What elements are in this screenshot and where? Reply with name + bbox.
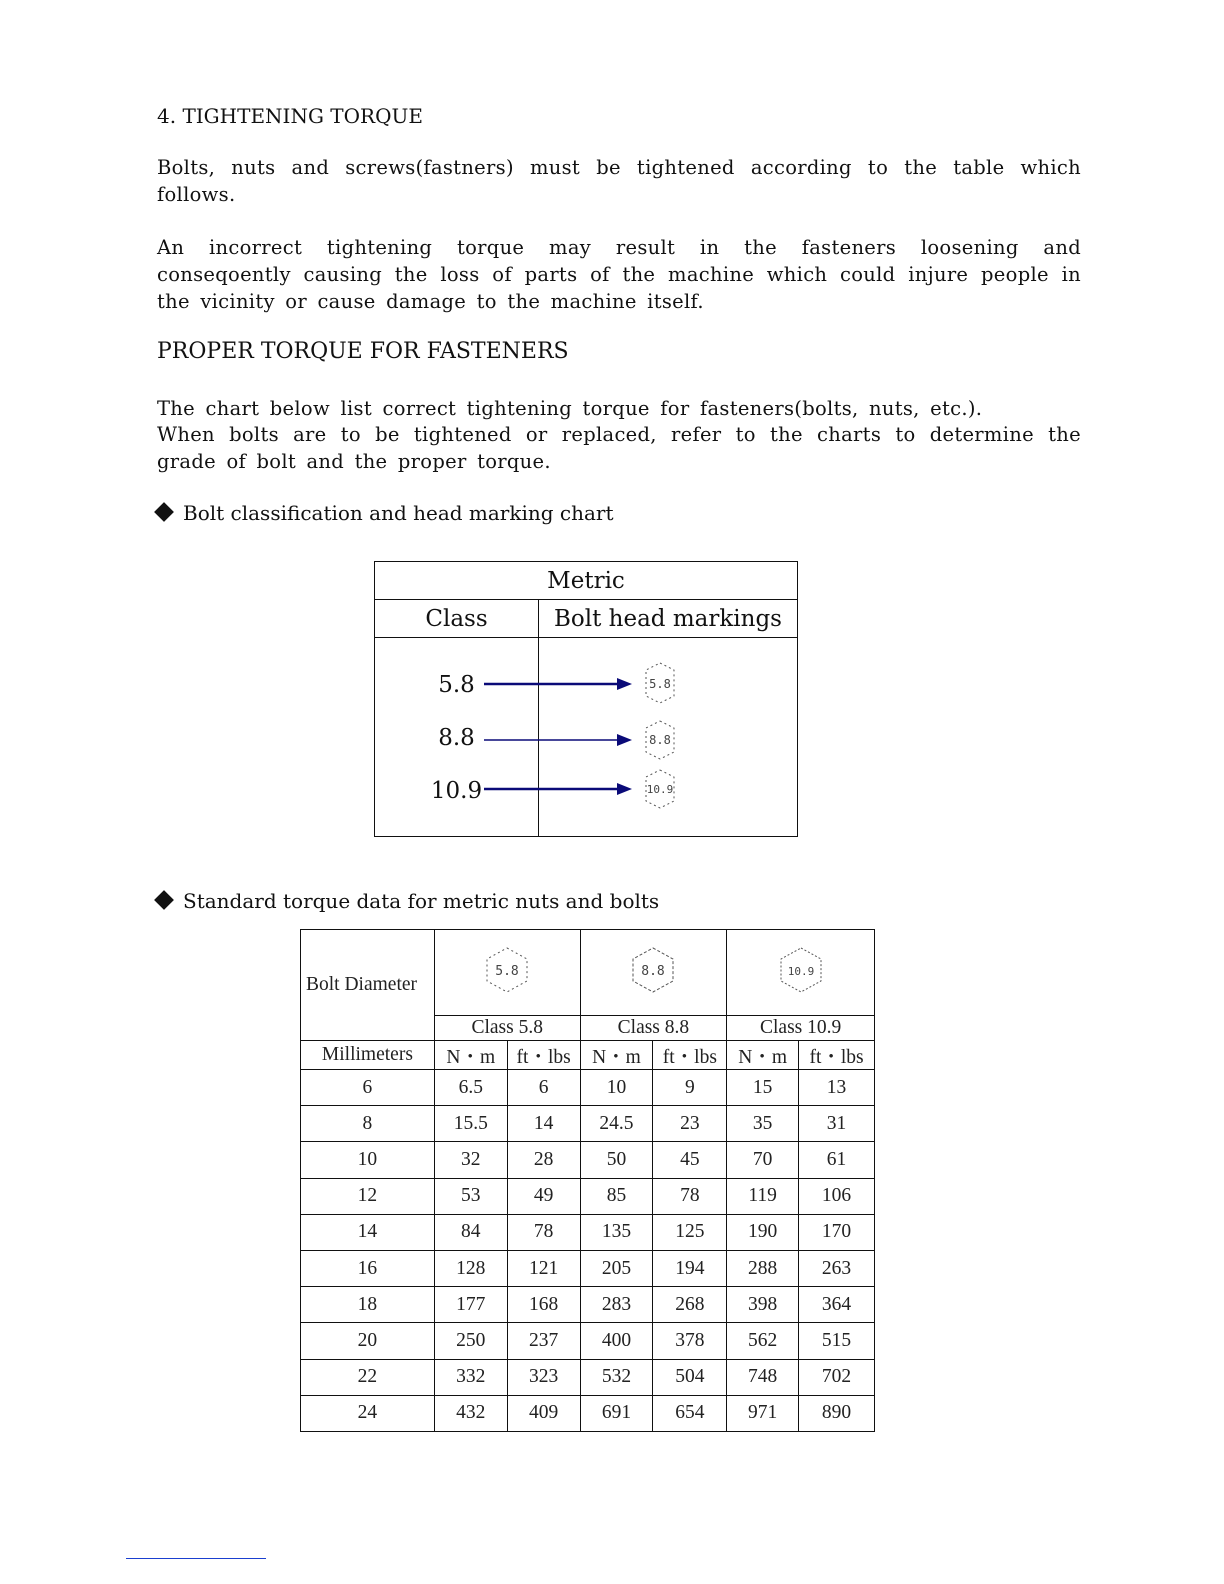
torque-cell: 23 [653, 1106, 727, 1142]
torque-cell: 250 [434, 1323, 507, 1359]
table-row [301, 1250, 875, 1286]
torque-cell: 50 [580, 1142, 653, 1178]
torque-cell: 400 [580, 1323, 653, 1359]
torque-cell: 10 [580, 1070, 653, 1106]
bullet-text: Bolt classification and head marking chart [183, 501, 614, 525]
class-10-9-header: Class 10.9 [727, 1016, 875, 1041]
marking-10-9: 10.9 [646, 783, 674, 796]
arrow-8-8 [484, 734, 632, 746]
warning-paragraph: An incorrect tightening torque may result in the fasteners loosening and conseqoently causing the loss of parts of the machine which could injure people in the vicinity or cause damage to the machine itself. [157, 236, 1081, 313]
torque-cell: 268 [653, 1287, 727, 1323]
torque-cell: 562 [727, 1323, 799, 1359]
torque-cell: 515 [799, 1323, 875, 1359]
torque-cell: 49 [507, 1178, 580, 1214]
torque-cell: 84 [434, 1214, 507, 1250]
table-row [301, 1323, 875, 1359]
torque-cell: 205 [580, 1250, 653, 1286]
class-8-8: 8.8 [438, 725, 475, 751]
head-marking-arrows [374, 637, 798, 836]
unit-nm: N・m [727, 1041, 799, 1070]
markings-header: Bolt head markings [539, 600, 798, 638]
torque-cell: 14 [507, 1106, 580, 1142]
torque-cell: 263 [799, 1250, 875, 1286]
torque-cell: 6 [507, 1070, 580, 1106]
section-title: 4. TIGHTENING TORQUE [157, 104, 423, 128]
torque-cell: 283 [580, 1287, 653, 1323]
torque-cell: 364 [799, 1287, 875, 1323]
diameter-cell: 12 [301, 1178, 435, 1214]
torque-cell: 6.5 [434, 1070, 507, 1106]
bullet-heading-torque [157, 889, 659, 913]
marking-cell-8-8 [580, 930, 727, 1016]
millimeters-header: Millimeters [301, 1041, 435, 1070]
marking-8-8: 8.8 [649, 733, 671, 747]
torque-cell: 135 [580, 1214, 653, 1250]
svg-text:10.9: 10.9 [787, 964, 814, 978]
torque-cell: 106 [799, 1178, 875, 1214]
torque-cell: 28 [507, 1142, 580, 1178]
diameter-cell: 6 [301, 1070, 435, 1106]
table-row [301, 1214, 875, 1250]
torque-cell: 177 [434, 1287, 507, 1323]
unit-ftlbs: ft・lbs [507, 1041, 580, 1070]
unit-ftlbs: ft・lbs [653, 1041, 727, 1070]
marking-cell-10-9 [727, 930, 875, 1016]
torque-cell: 32 [434, 1142, 507, 1178]
torque-cell: 13 [799, 1070, 875, 1106]
svg-text:5.8: 5.8 [495, 963, 519, 979]
torque-cell: 53 [434, 1178, 507, 1214]
unit-nm: N・m [580, 1041, 653, 1070]
torque-cell: 119 [727, 1178, 799, 1214]
torque-cell: 70 [727, 1142, 799, 1178]
diamond-bullet-icon [154, 502, 174, 522]
torque-cell: 194 [653, 1250, 727, 1286]
torque-cell: 121 [507, 1250, 580, 1286]
metric-header: Metric [375, 562, 798, 600]
torque-cell: 61 [799, 1142, 875, 1178]
bolt-diameter-header: Bolt Diameter [301, 930, 435, 1041]
bullet-heading-classification [157, 501, 614, 525]
torque-cell: 409 [507, 1395, 580, 1431]
bolt-head-8-8-icon [628, 945, 678, 995]
bolt-head-10-9-icon [776, 945, 826, 995]
torque-cell: 432 [434, 1395, 507, 1431]
torque-cell: 323 [507, 1359, 580, 1395]
table-row [301, 1142, 875, 1178]
arrow-5-8 [484, 678, 632, 690]
torque-cell: 654 [653, 1395, 727, 1431]
torque-cell: 31 [799, 1106, 875, 1142]
class-5-8-header: Class 5.8 [434, 1016, 580, 1041]
diameter-cell: 24 [301, 1395, 435, 1431]
table-row [301, 1287, 875, 1323]
class-header: Class [375, 600, 539, 638]
diamond-bullet-icon [154, 890, 174, 910]
torque-cell: 85 [580, 1178, 653, 1214]
torque-cell: 890 [799, 1395, 875, 1431]
table-row [301, 1106, 875, 1142]
torque-cell: 190 [727, 1214, 799, 1250]
class-5-8: 5.8 [438, 672, 475, 698]
diameter-cell: 18 [301, 1287, 435, 1323]
torque-cell: 332 [434, 1359, 507, 1395]
torque-cell: 15.5 [434, 1106, 507, 1142]
torque-table [300, 929, 875, 1432]
subtitle: PROPER TORQUE FOR FASTENERS [157, 339, 569, 364]
torque-cell: 168 [507, 1287, 580, 1323]
torque-cell: 702 [799, 1359, 875, 1395]
torque-cell: 15 [727, 1070, 799, 1106]
torque-cell: 237 [507, 1323, 580, 1359]
torque-cell: 35 [727, 1106, 799, 1142]
bolt-head-5-8-icon [482, 945, 532, 995]
footer-rule [126, 1558, 266, 1559]
torque-cell: 398 [727, 1287, 799, 1323]
svg-text:8.8: 8.8 [641, 963, 666, 979]
table-row [301, 1070, 875, 1106]
torque-cell: 691 [580, 1395, 653, 1431]
torque-cell: 748 [727, 1359, 799, 1395]
bullet-text: Standard torque data for metric nuts and bolts [183, 889, 660, 913]
torque-cell: 971 [727, 1395, 799, 1431]
marking-cell-5-8 [434, 930, 580, 1016]
torque-cell: 24.5 [580, 1106, 653, 1142]
intro-paragraph: Bolts, nuts and screws(fastners) must be tightened according to the table which follows. [157, 156, 1081, 206]
diameter-cell: 8 [301, 1106, 435, 1142]
chart-instructions: When bolts are to be tightened or replaced, refer to the charts to determine the grade of bolt and the proper torque. [157, 423, 1081, 473]
torque-cell: 532 [580, 1359, 653, 1395]
unit-ftlbs: ft・lbs [799, 1041, 875, 1070]
class-10-9: 10.9 [430, 778, 483, 804]
torque-cell: 128 [434, 1250, 507, 1286]
torque-cell: 378 [653, 1323, 727, 1359]
torque-cell: 504 [653, 1359, 727, 1395]
table-row [301, 1395, 875, 1431]
chart-intro-line: The chart below list correct tightening torque for fasteners(bolts, nuts, etc.). [157, 397, 983, 420]
torque-cell: 45 [653, 1142, 727, 1178]
marking-5-8: 5.8 [649, 677, 671, 691]
torque-cell: 125 [653, 1214, 727, 1250]
diameter-cell: 10 [301, 1142, 435, 1178]
diameter-cell: 14 [301, 1214, 435, 1250]
torque-cell: 78 [653, 1178, 727, 1214]
diameter-cell: 20 [301, 1323, 435, 1359]
unit-nm: N・m [434, 1041, 507, 1070]
table-row [301, 1359, 875, 1395]
class-8-8-header: Class 8.8 [580, 1016, 727, 1041]
arrow-10-9 [484, 783, 632, 795]
torque-cell: 288 [727, 1250, 799, 1286]
torque-cell: 9 [653, 1070, 727, 1106]
table-row [301, 1178, 875, 1214]
diameter-cell: 22 [301, 1359, 435, 1395]
torque-cell: 170 [799, 1214, 875, 1250]
torque-cell: 78 [507, 1214, 580, 1250]
diameter-cell: 16 [301, 1250, 435, 1286]
